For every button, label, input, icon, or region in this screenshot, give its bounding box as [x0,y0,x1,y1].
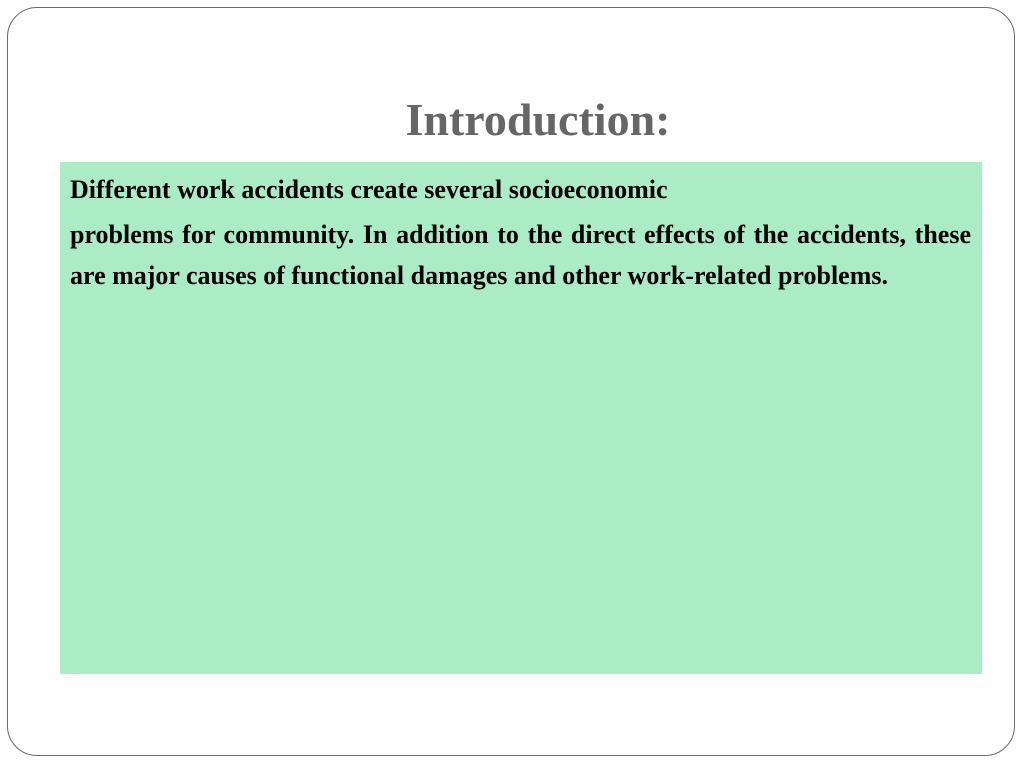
content-body: problems for community. In addition to the direct effects of the accidents, these are major causes of functional damages and other work-related problems. [70,220,971,290]
slide-title: Introduction: [405,94,671,145]
content-box [60,162,982,674]
content-first-line: Different work accidents create several socioeconomic [70,175,668,204]
